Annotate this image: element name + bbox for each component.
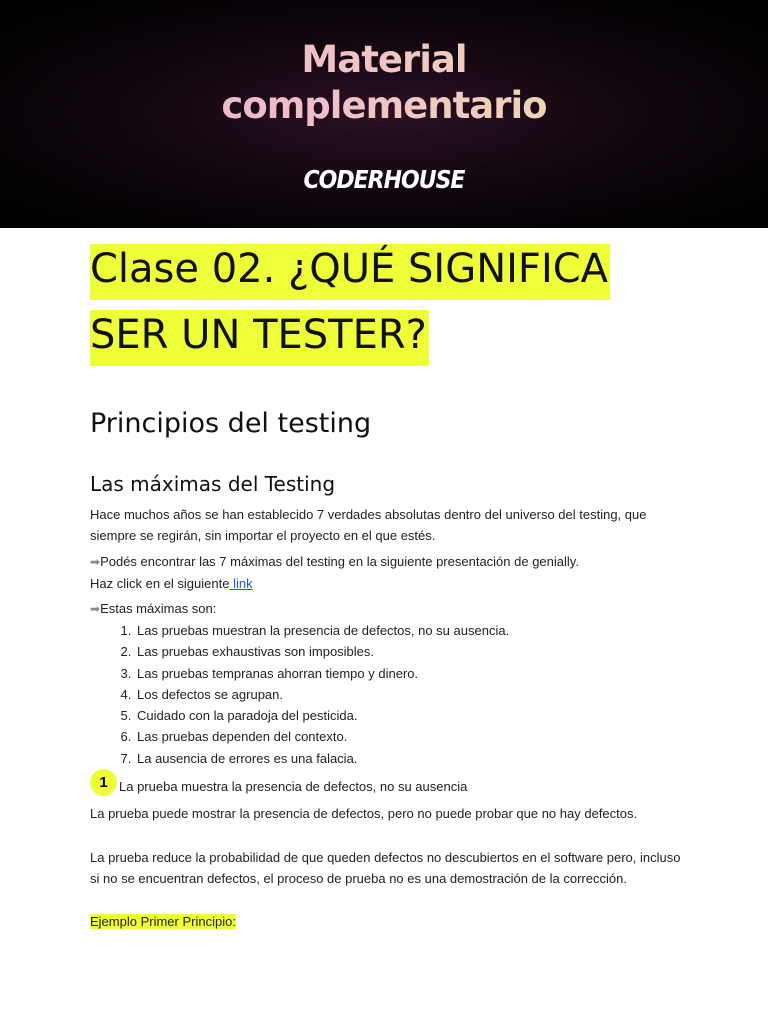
click-text: Haz click en el siguiente: [90, 576, 230, 591]
genially-text: Podés encontrar las 7 máximas del testing en la siguiente presentación de genially.: [100, 554, 579, 569]
maxims-intro: [90, 598, 690, 620]
brand-logo: CODERHOUSE: [303, 166, 465, 195]
intro-paragraph: Hace muchos años se han establecido 7 verdades absolutas dentro del universo del testing, que siempre se regirán, sin importar el proyecto en el que estés.: [90, 507, 647, 543]
list-item: 5. Cuidado con la paradoja del pesticida.: [135, 705, 509, 726]
arrow-right-icon: ➡: [90, 602, 101, 616]
class-title: [90, 236, 690, 368]
principle-heading: [90, 769, 690, 797]
principle-paragraph-1: La prueba puede mostrar la presencia de defectos, pero no puede probar que no hay defectos.: [90, 806, 638, 821]
list-item: 4. Los defectos se agrupan.: [135, 684, 509, 705]
banner-title-line2: complementario: [0, 83, 768, 129]
section-title: Principios del testing: [90, 408, 372, 439]
maxims-list: [90, 620, 509, 769]
class-title-line1: Clase 02. ¿QUÉ SIGNIFICA: [90, 244, 610, 300]
subsection-title: Las máximas del Testing: [90, 472, 336, 496]
principle-paragraph-2: La prueba reduce la probabilidad de que queden defectos no descubiertos en el software pero, incluso si no se encuentran defectos, el proceso de prueba no es una demostración de la corrección.: [90, 850, 681, 886]
genially-paragraph: [90, 551, 690, 594]
header-banner: [0, 0, 768, 228]
banner-title-line1: Material: [0, 37, 768, 83]
class-title-line2: SER UN TESTER?: [90, 310, 429, 366]
example-label: Ejemplo Primer Principio:: [90, 914, 236, 929]
number-badge: 1: [90, 769, 117, 796]
list-item: 6. Las pruebas dependen del contexto.: [135, 726, 509, 747]
list-item: 3. Las pruebas tempranas ahorran tiempo y dinero.: [135, 663, 509, 684]
list-item: 1. Las pruebas muestran la presencia de defectos, no su ausencia.: [135, 620, 509, 641]
list-item: 7. La ausencia de errores es una falacia.: [135, 748, 509, 769]
list-item: 2. Las pruebas exhaustivas son imposibles.: [135, 641, 509, 662]
genially-link[interactable]: link: [229, 576, 253, 591]
principle-title: La prueba muestra la presencia de defectos, no su ausencia: [119, 779, 468, 794]
document-body: [90, 236, 690, 929]
arrow-right-icon: ➡: [90, 555, 101, 569]
maxims-intro-text: Estas máximas son:: [100, 601, 217, 616]
example-line: [90, 911, 690, 932]
